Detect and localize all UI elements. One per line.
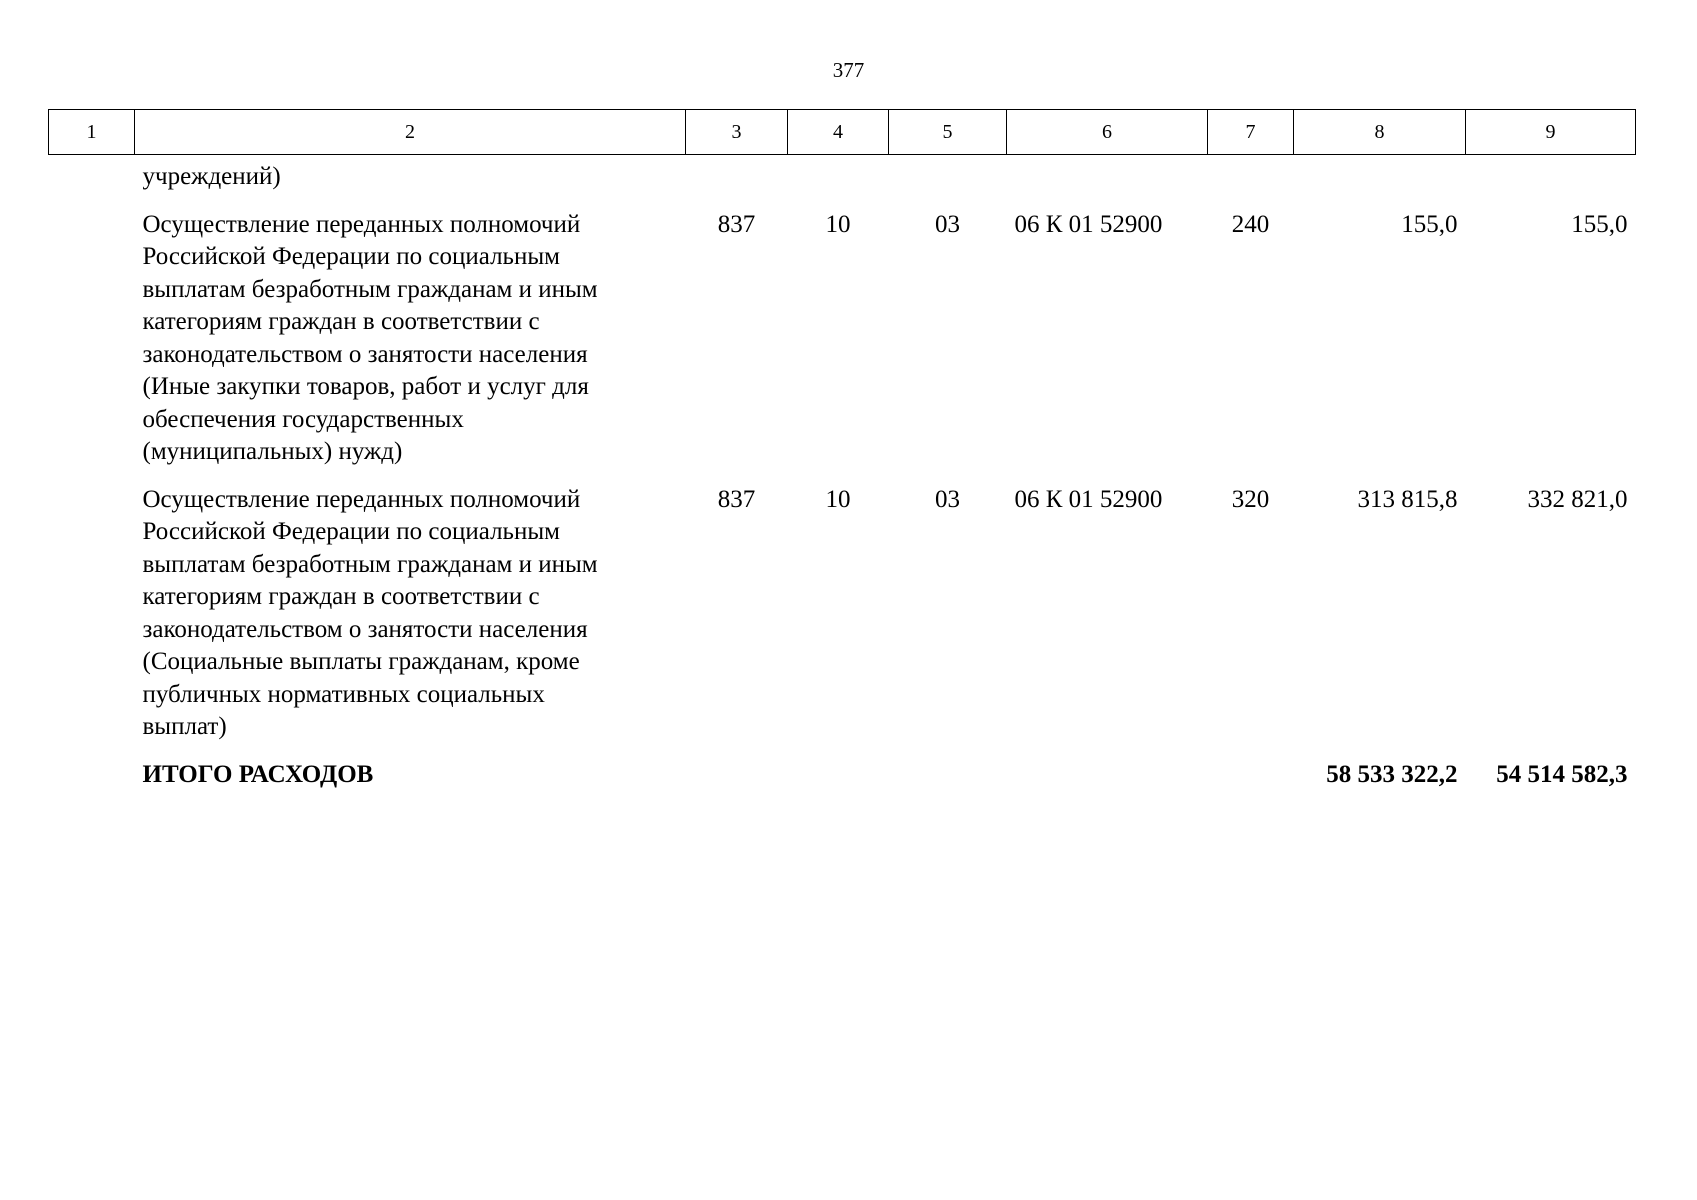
row-sum-2: 332 821,0 [1527, 485, 1628, 513]
table-row [49, 196, 1636, 471]
row-sum-1: 313 815,8 [1357, 485, 1458, 513]
column-header: 4 [788, 110, 889, 155]
column-header: 9 [1466, 110, 1636, 155]
row-csr: 06 К 01 52900 [1014, 210, 1163, 238]
total-sum-1: 58 533 322,2 [1326, 760, 1458, 788]
table-header [49, 110, 1636, 155]
row-ved: 837 [717, 210, 756, 238]
column-header: 8 [1294, 110, 1466, 155]
column-header: 7 [1208, 110, 1294, 155]
row-vr: 240 [1231, 210, 1270, 238]
column-number-row [49, 110, 1636, 155]
row-vr: 320 [1231, 485, 1270, 513]
column-header: 3 [686, 110, 788, 155]
row-csr: 06 К 01 52900 [1014, 485, 1163, 513]
row-sum-2: 155,0 [1571, 210, 1628, 238]
total-row [49, 746, 1636, 792]
table-row [49, 471, 1636, 746]
row-sum-1: 155,0 [1401, 210, 1458, 238]
row-description: Осуществление переданных полномочий Российской Федерации по социальным выплатам безработным гражданам и иным категориям граждан в соответствии с законодательством о занятости населения (Социальные выплаты гражданам, кроме публичных нормативных социальных выплат) [142, 485, 598, 740]
column-header: 1 [49, 110, 135, 155]
row-rz: 10 [825, 210, 851, 238]
total-label: ИТОГО РАСХОДОВ [142, 760, 374, 788]
column-header: 6 [1007, 110, 1208, 155]
total-sum-2: 54 514 582,3 [1496, 760, 1628, 788]
page-number: 377 [832, 58, 865, 82]
column-header: 2 [135, 110, 686, 155]
row-pr: 03 [935, 485, 960, 513]
budget-table [48, 109, 1636, 791]
column-header: 5 [889, 110, 1007, 155]
row-ved: 837 [717, 485, 756, 513]
continuation-text: учреждений) [142, 163, 281, 190]
row-pr: 03 [935, 210, 960, 238]
row-rz: 10 [825, 485, 851, 513]
row-description: Осуществление переданных полномочий Российской Федерации по социальным выплатам безработным гражданам и иным категориям граждан в соответствии с законодательством о занятости населения (Иные закупки товаров, работ и услуг для обеспечения государственных (муниципальных) нужд) [142, 210, 598, 465]
continuation-row [49, 155, 1636, 196]
